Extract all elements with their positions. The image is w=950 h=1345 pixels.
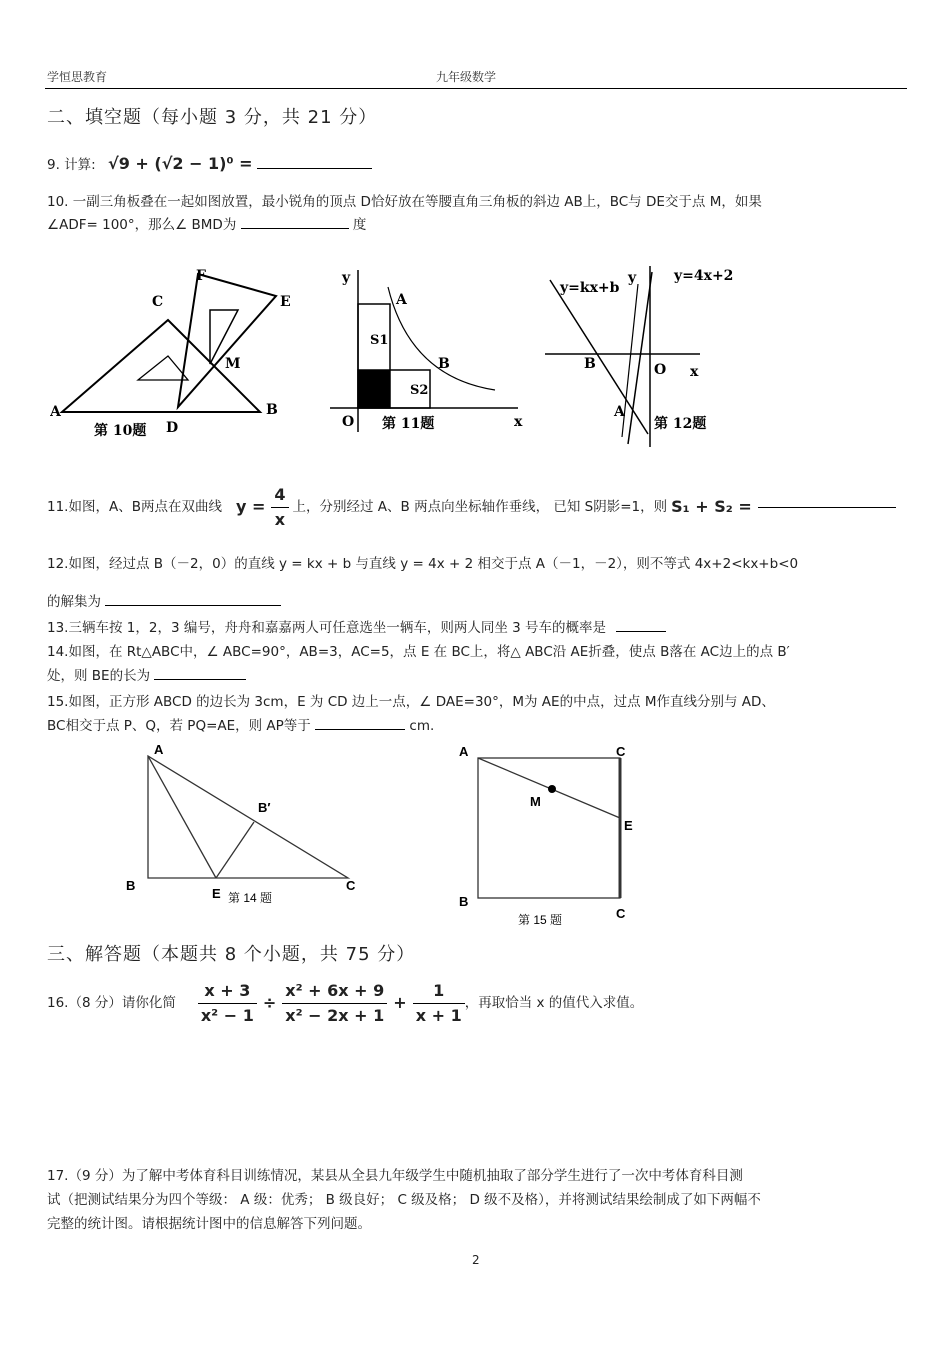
fig15-caption: 第 15 题	[518, 913, 563, 927]
fig12-label-b: B	[584, 356, 596, 372]
fig11-label-x: x	[514, 414, 523, 430]
fig15-label-m: M	[530, 794, 541, 809]
q17-line3: 完整的统计图。请根据统计图中的信息解答下列问题。	[47, 1216, 371, 1232]
q11-fraction	[271, 483, 288, 532]
fig15-point-m	[548, 785, 556, 793]
q16-f3-num: 1	[413, 979, 465, 1004]
q11-middle: 上，分别经过 A、B 两点向坐标轴作垂线， 已知 S阴影=1，则	[292, 499, 668, 515]
q14-line2	[47, 664, 246, 688]
fig14-fold-ae	[148, 756, 216, 878]
fig10-label-d: D	[166, 420, 179, 436]
fig15-label-e: E	[624, 818, 633, 833]
q14-line1: 14.如图，在 Rt△ABC中，∠ ABC=90°，AB=3，AC=5，点 E 在 BC上，将△ ABC沿 AE折叠，使点 B落在 AC边上的点 B′	[47, 644, 790, 660]
q16-fraction-1	[198, 979, 257, 1028]
q10-unit: 度	[352, 217, 367, 233]
fig10-caption: 第 10题	[94, 423, 147, 439]
section3-title: 三、解答题（本题共 8 个小题，共 75 分）	[47, 944, 416, 965]
fig12-label-o: O	[654, 362, 667, 378]
q16-fraction-3	[413, 979, 465, 1028]
figure-15	[450, 740, 650, 935]
q10-line1: 10. 一副三角板叠在一起如图放置，最小锐角的顶点 D恰好放在等腰直角三角板的斜边 AB上，BC与 DE交于点 M，如果	[47, 194, 762, 210]
page-number: 2	[472, 1253, 480, 1267]
fig14-triangle	[148, 756, 348, 878]
fig15-square	[478, 758, 620, 898]
q16-f2-den: x² − 2x + 1	[285, 1005, 385, 1025]
q13-blank[interactable]	[616, 631, 666, 632]
q11-blank[interactable]	[758, 507, 896, 508]
fig14-label-e: E	[212, 886, 221, 901]
q15-blank[interactable]	[315, 729, 405, 730]
fig11-label-s2: S2	[410, 383, 429, 398]
q11-frac-den: x	[274, 509, 286, 529]
q11-frac-num: 4	[271, 483, 288, 508]
q13	[47, 616, 666, 640]
q14-line2-text: 处，则 BE的长为	[47, 668, 151, 684]
fig10-label-f: F	[196, 268, 206, 284]
fig12-label-x: x	[690, 364, 699, 380]
q13-text: 13.三辆车按 1，2，3 编号，舟舟和嘉嘉两人可任意选坐一辆车，则两人同坐 3 号车的概率是	[47, 620, 606, 636]
fig15-label-a: A	[459, 744, 469, 759]
fig12-label-y: y	[628, 270, 637, 286]
q16-f1-num: x + 3	[198, 979, 257, 1004]
fig12-label-a: A	[614, 404, 625, 420]
q10-line2	[47, 213, 366, 237]
fig11-label-y: y	[342, 270, 351, 286]
section2-title: 二、填空题（每小题 3 分，共 21 分）	[47, 107, 378, 128]
q17-line2: 试（把测试结果分为四个等级： A 级：优秀； B 级良好； C 级及格； D 级不及格），并将测试结果绘制成了如下两幅不	[47, 1192, 761, 1208]
q16-fraction-2	[282, 979, 387, 1028]
q16-f1-den: x² − 1	[200, 1005, 254, 1025]
q11-prefix: 11.如图，A、B两点在双曲线	[47, 499, 222, 515]
q9-blank[interactable]	[257, 168, 372, 169]
q15-line1: 15.如图，正方形 ABCD 的边长为 3cm，E 为 CD 边上一点，∠ DAE=30°，M为 AE的中点，过点 M作直线分别与 AD、	[47, 694, 775, 710]
q12-line2	[47, 590, 281, 614]
figure-12	[540, 262, 740, 452]
q15-unit: cm.	[409, 718, 435, 734]
fig10-label-m: M	[225, 356, 241, 372]
fig10-label-b: B	[266, 402, 278, 418]
q16: 16.（8 分）请你化简 $\frac{x + 3}{\text{x² − 1}}$ ÷ $\frac{\text{x² + 6x + 9}}{\text{x² − 2x + 1}}$ + $\frac{1}{x + 1}$ ，再取恰当 x 的值代入求值。	[47, 978, 643, 1028]
figure-10	[50, 262, 300, 447]
q12-line2-text: 的解集为	[47, 594, 101, 610]
fig11-label-b: B	[438, 356, 450, 372]
fig10-inner-triangle	[138, 356, 188, 380]
q16-f2-num: x² + 6x + 9	[282, 979, 387, 1004]
q11-sum: S₁ + S₂ =	[671, 497, 752, 516]
q14-blank[interactable]	[154, 679, 246, 680]
fig11-label-a: A	[396, 292, 407, 308]
q9	[47, 152, 372, 177]
fig15-label-c-bottom: C	[616, 906, 626, 921]
q16-prefix: 16.（8 分）请你化简	[47, 995, 176, 1011]
q17-line1: 17.（9 分）为了解中考体育科目训练情况，某县从全县九年级学生中随机抽取了部分学生进行了一次中考体育科目测	[47, 1168, 743, 1184]
q15-line2-text: BC相交于点 P、Q，若 PQ=AE，则 AP等于	[47, 718, 311, 734]
q11: 11.如图，A、B两点在双曲线 y = $\frac{4}{x}$ 上，分别经过 A、B 两点向坐标轴作垂线， 已知 S阴影=1，则 S₁ + S₂ =	[47, 484, 896, 530]
fig12-caption: 第 12题	[654, 416, 707, 432]
fig10-set-square	[178, 274, 276, 407]
fig10-label-c: C	[152, 294, 164, 310]
q12-blank[interactable]	[105, 605, 281, 606]
fig10-label-e: E	[280, 294, 291, 310]
header-rule	[45, 88, 907, 89]
q16-f3-den: x + 1	[415, 1005, 462, 1025]
q10-line2-text: ∠ADF= 100°，那么∠ BMD为	[47, 217, 237, 233]
fig14-label-c: C	[346, 878, 356, 893]
q10-blank[interactable]	[241, 228, 349, 229]
q16-suffix: ，再取恰当 x 的值代入求值。	[464, 995, 644, 1011]
fig14-eb-prime	[216, 822, 254, 878]
fig12-line-4x2	[628, 272, 652, 444]
fig12-label-4x2: y=4x+2	[674, 268, 734, 284]
fig14-label-b: B	[126, 878, 136, 893]
fig12-label-kxb: y=kx+b	[560, 280, 620, 296]
header-left: 学恒思教育	[47, 70, 108, 84]
fig11-label-o: O	[342, 414, 355, 430]
figure-14	[120, 740, 370, 910]
fig11-caption: 第 11题	[382, 416, 435, 432]
figure-11	[330, 262, 530, 442]
q15-line2	[47, 714, 434, 738]
fig14-label-bprime: B′	[258, 800, 271, 815]
q9-label: 9. 计算:	[47, 157, 96, 173]
fig14-caption: 第 14 题	[228, 891, 273, 905]
q12-line1: 12.如图，经过点 B（－2，0）的直线 y = kx + b 与直线 y = 4x + 2 相交于点 A（－1，－2），则不等式 4x+2<kx+b<0	[47, 556, 799, 572]
fig11-label-s1: S1	[370, 333, 389, 348]
fig14-label-a: A	[154, 742, 164, 757]
fig11-shaded	[358, 370, 390, 408]
fig15-label-b: B	[459, 894, 469, 909]
fig10-label-a: A	[50, 404, 61, 420]
fig15-label-c-top: C	[616, 744, 626, 759]
q9-expr: √9 + (√2 − 1)⁰ =	[108, 154, 253, 173]
header-center: 九年级数学	[436, 70, 497, 84]
